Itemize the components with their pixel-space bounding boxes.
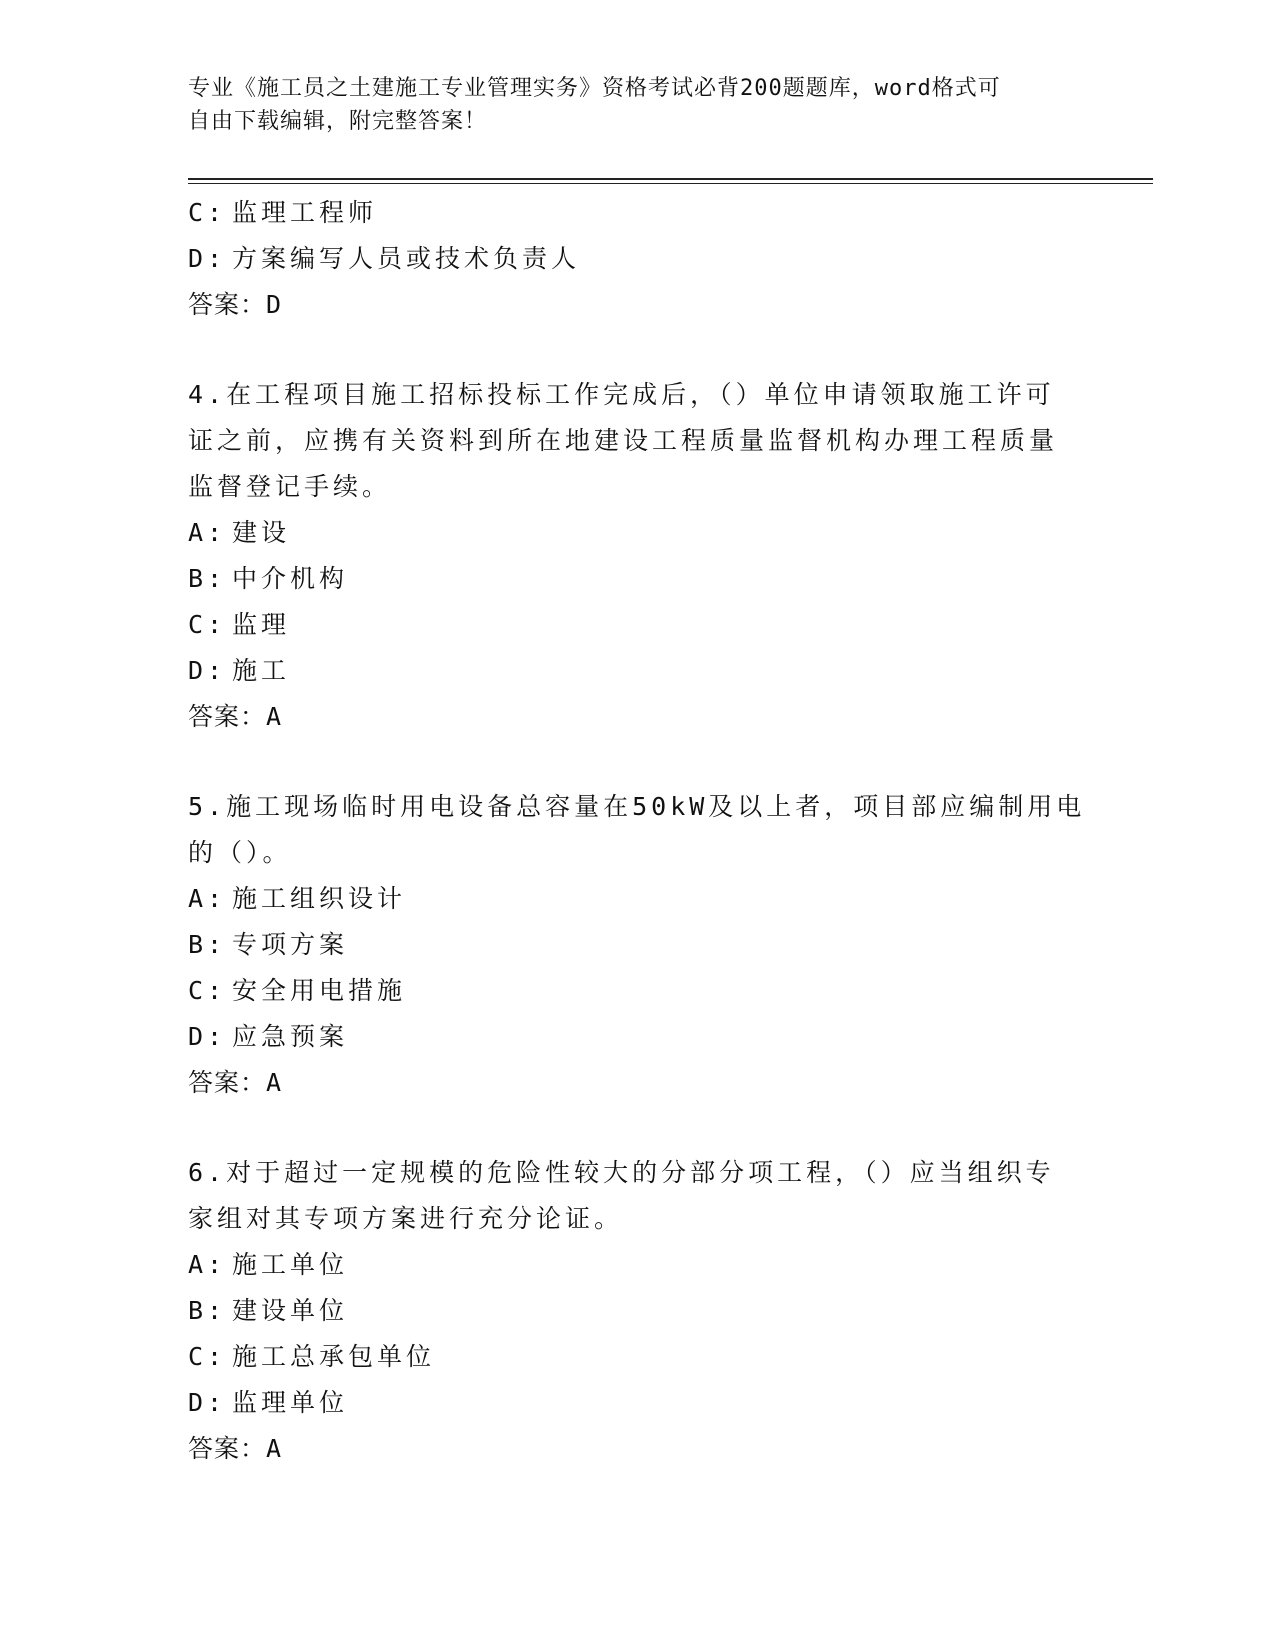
option-letter: A: (188, 1250, 227, 1279)
option-row (188, 1014, 1088, 1060)
header-title-line-1: 专业《施工员之土建施工专业管理实务》资格考试必背200题题库，word格式可 (188, 76, 1001, 101)
option-text: 专项方案 (232, 930, 349, 959)
header-title-line-2: 自由下载编辑，附完整答案！ (188, 109, 488, 134)
answer-line: 答案：D (188, 290, 283, 319)
option-text: 监理 (232, 610, 291, 639)
option-letter: B: (188, 1296, 227, 1325)
option-text: 建设 (232, 518, 291, 547)
option-row (188, 876, 1088, 922)
document-header (188, 72, 1088, 138)
option-text: 监理工程师 (232, 198, 378, 227)
option-letter: D: (188, 244, 227, 273)
option-row (188, 602, 1088, 648)
option-text: 安全用电措施 (232, 976, 407, 1005)
option-text: 监理单位 (232, 1388, 349, 1417)
option-row (188, 236, 1088, 282)
option-row (188, 922, 1088, 968)
option-letter: B: (188, 930, 227, 959)
option-text: 施工 (232, 656, 291, 685)
option-text: 施工组织设计 (232, 884, 407, 913)
option-row (188, 968, 1088, 1014)
carryover-block (188, 190, 1088, 328)
option-text: 应急预案 (232, 1022, 349, 1051)
option-text: 施工单位 (232, 1250, 349, 1279)
answer-line: 答案：A (188, 702, 283, 731)
question-6 (188, 1150, 1088, 1472)
question-text-line: 5.施工现场临时用电设备总容量在50kW及以上者，项目部应编制用电 (188, 792, 1086, 821)
question-text-line: 家组对其专项方案进行充分论证。 (188, 1204, 624, 1233)
option-letter: B: (188, 564, 227, 593)
question-text-line: 监督登记手续。 (188, 472, 392, 501)
option-letter: A: (188, 518, 227, 547)
question-text-line: 6.对于超过一定规模的危险性较大的分部分项工程，（）应当组织专 (188, 1158, 1055, 1187)
option-letter: A: (188, 884, 227, 913)
question-text-line: 的（）。 (188, 838, 292, 867)
option-row (188, 1242, 1088, 1288)
option-text: 方案编写人员或技术负责人 (232, 244, 581, 273)
option-letter: C: (188, 976, 227, 1005)
option-letter: D: (188, 1388, 227, 1417)
option-row (188, 648, 1088, 694)
option-letter: D: (188, 656, 227, 685)
option-row (188, 1288, 1088, 1334)
option-row (188, 510, 1088, 556)
option-row (188, 190, 1088, 236)
question-5 (188, 784, 1088, 1106)
option-text: 建设单位 (232, 1296, 349, 1325)
question-4 (188, 372, 1088, 740)
answer-line: 答案：A (188, 1068, 283, 1097)
option-row (188, 1380, 1088, 1426)
option-letter: C: (188, 610, 227, 639)
question-list (188, 190, 1088, 1472)
question-text-line: 证之前，应携有关资料到所在地建设工程质量监督机构办理工程质量 (188, 426, 1059, 455)
question-text-line: 4.在工程项目施工招标投标工作完成后，（）单位申请领取施工许可 (188, 380, 1055, 409)
option-text: 中介机构 (232, 564, 349, 593)
option-text: 施工总承包单位 (232, 1342, 436, 1371)
option-row (188, 1334, 1088, 1380)
header-divider-thin (188, 183, 1153, 184)
option-letter: C: (188, 1342, 227, 1371)
option-letter: D: (188, 1022, 227, 1051)
answer-line: 答案：A (188, 1434, 283, 1463)
option-letter: C: (188, 198, 227, 227)
header-divider-thick (188, 178, 1153, 180)
option-row (188, 556, 1088, 602)
